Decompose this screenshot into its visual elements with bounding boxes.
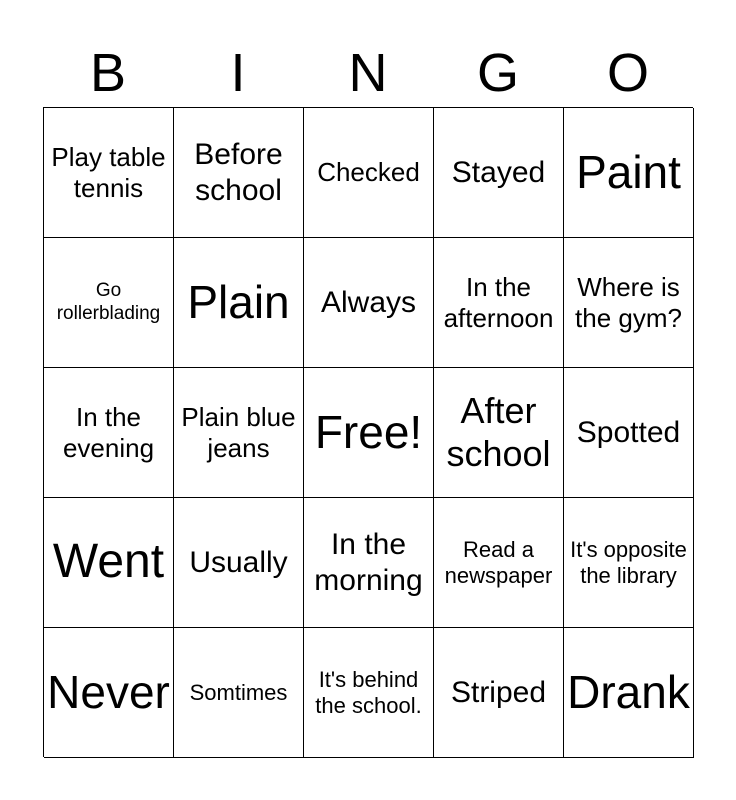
bingo-cell[interactable]: Paint bbox=[564, 108, 694, 238]
bingo-cell[interactable]: It's behind the school. bbox=[304, 628, 434, 758]
header-letter-b: B bbox=[89, 43, 127, 103]
bingo-board bbox=[43, 107, 693, 757]
bingo-cell[interactable]: Go rollerblading bbox=[44, 238, 174, 368]
bingo-header bbox=[43, 40, 693, 106]
free-space-cell[interactable]: Free! bbox=[304, 368, 434, 498]
bingo-cell[interactable]: Stayed bbox=[434, 108, 564, 238]
header-letter-n: N bbox=[348, 43, 388, 103]
bingo-cell[interactable]: Before school bbox=[174, 108, 304, 238]
bingo-cell[interactable]: Where is the gym? bbox=[564, 238, 694, 368]
bingo-cell[interactable]: Drank bbox=[564, 628, 694, 758]
header-letter-i: I bbox=[230, 43, 246, 103]
bingo-cell[interactable]: Went bbox=[44, 498, 174, 628]
bingo-cell[interactable]: Striped bbox=[434, 628, 564, 758]
bingo-cell[interactable]: Read a newspaper bbox=[434, 498, 564, 628]
bingo-cell[interactable]: Plain blue jeans bbox=[174, 368, 304, 498]
bingo-cell[interactable]: Usually bbox=[174, 498, 304, 628]
bingo-cell[interactable]: After school bbox=[434, 368, 564, 498]
header-letter-g: G bbox=[476, 43, 519, 103]
header-letter-o: O bbox=[606, 43, 649, 103]
bingo-cell[interactable]: In the evening bbox=[44, 368, 174, 498]
bingo-cell[interactable]: Somtimes bbox=[174, 628, 304, 758]
bingo-cell[interactable]: It's opposite the library bbox=[564, 498, 694, 628]
bingo-cell[interactable]: Spotted bbox=[564, 368, 694, 498]
bingo-cell[interactable]: In the morning bbox=[304, 498, 434, 628]
bingo-cell[interactable]: Always bbox=[304, 238, 434, 368]
bingo-cell[interactable]: In the afternoon bbox=[434, 238, 564, 368]
bingo-cell[interactable]: Play table tennis bbox=[44, 108, 174, 238]
bingo-cell[interactable]: Plain bbox=[174, 238, 304, 368]
bingo-cell[interactable]: Never bbox=[44, 628, 174, 758]
bingo-cell[interactable]: Checked bbox=[304, 108, 434, 238]
